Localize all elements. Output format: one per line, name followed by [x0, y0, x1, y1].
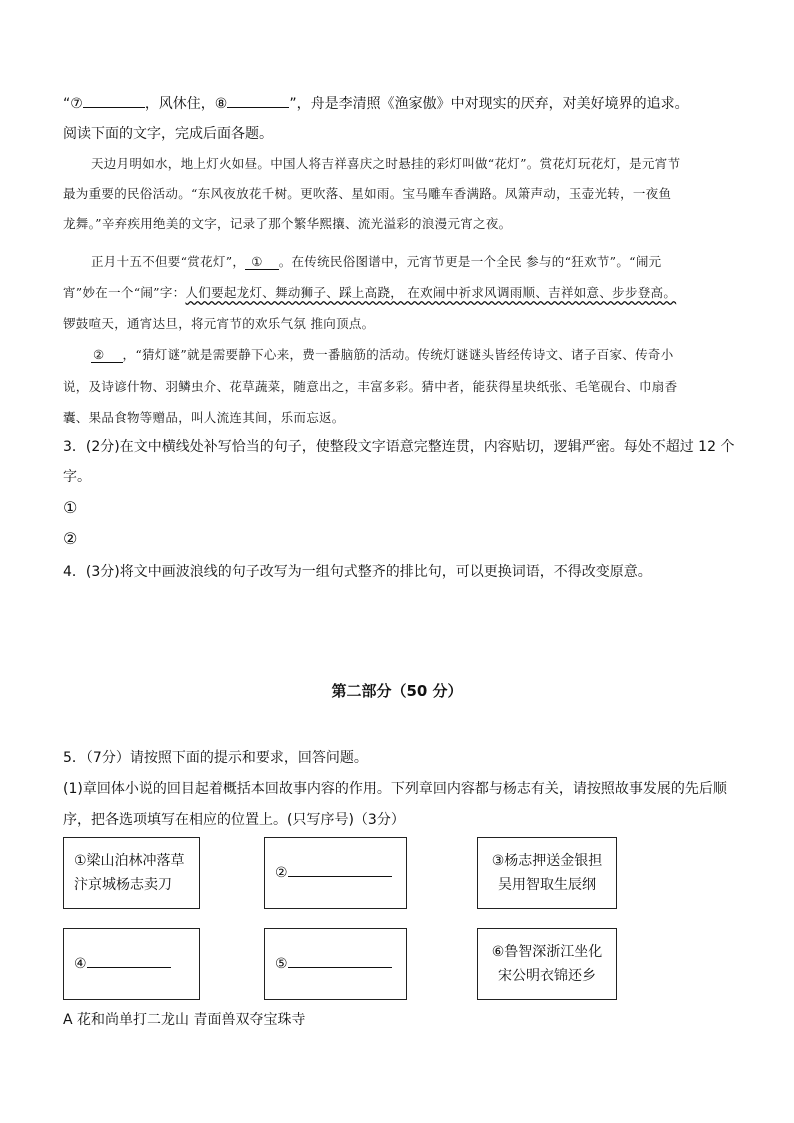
wavy-underlined-sentence: 人们要起龙灯、舞动狮子、踩上高跷， 在欢闹中祈求风调雨顺、吉祥如意、步步登高。 — [185, 285, 677, 300]
option-a: A 花和尚单打二龙山 青面兽双夺宝珠寺 — [63, 1012, 306, 1028]
chapter-box-2[interactable]: ② — [264, 837, 407, 909]
chapter-box-5[interactable]: ⑤ — [264, 928, 407, 1000]
passage-p1-line1: 天边月明如水，地上灯火如昼。中国人将吉祥喜庆之时悬挂的彩灯叫做“花灯”。赏花灯玩花灯，是元宵节 — [91, 156, 681, 171]
passage-p1-line2: 最为重要的民俗活动。“东风夜放花千树。更吹落、星如雨。宝马雕车香满路。凤箫声动，玉壶光转，一夜鱼 — [63, 186, 672, 201]
passage-p2-line3: 锣鼓喧天，通宵达旦，将元宵节的欢乐气氛 推向顶点。 — [63, 316, 375, 331]
blank-8[interactable] — [227, 93, 289, 108]
chapter-box-4[interactable]: ④ — [63, 928, 200, 1000]
blank-1[interactable]: ① — [245, 254, 279, 270]
part2-title: 第二部分（50 分） — [331, 682, 463, 700]
q3-answer-2[interactable]: ② — [63, 529, 78, 548]
q3-line1: 3．(2分)在文中横线处补写恰当的句子，使整段文字语意完整连贯，内容贴切，逻辑严密。每处不超过 12 个 — [63, 439, 735, 455]
q3-line2: 字。 — [63, 469, 91, 485]
box-2-fill-line[interactable] — [288, 861, 392, 877]
passage-p3-line2: 说，及诗谚什物、羽鳞虫介、花草蔬菜，随意出之，丰富多彩。猜中者，能获得星块纸张、毛笔砚台、巾扇香 — [63, 379, 678, 394]
blank-7[interactable] — [83, 93, 145, 108]
chapter-box-6: ⑥鲁智深浙江坐化 宋公明衣锦还乡 — [477, 928, 617, 1000]
passage-p1-line3: 龙舞。”辛弃疾用绝美的文字，记录了那个繁华熙攘、流光溢彩的浪漫元宵之夜。 — [63, 216, 512, 231]
reading-instruction: 阅读下面的文字，完成后面各题。 — [63, 126, 273, 142]
q5-line1: 5．（7分）请按照下面的提示和要求，回答问题。 — [63, 750, 368, 766]
q5-sub1-line2: 序，把各选项填写在相应的位置上。(只写序号)（3分） — [63, 812, 405, 828]
blank-2[interactable]: ② — [91, 347, 123, 363]
chapter-box-3: ③杨志押送金银担 吴用智取生辰纲 — [477, 837, 617, 909]
passage-p3-line3: 囊、果品食物等赠品，叫人流连其间，乐而忘返。 — [63, 410, 345, 425]
q3-answer-1[interactable]: ① — [63, 498, 78, 517]
intro-line: “⑦ ，风休住，⑧ ”，舟是李清照《渔家傲》中对现实的厌弃，对美好境界的追求。 — [63, 93, 689, 114]
q5-sub1-line1: (1)章回体小说的回目起着概括本回故事内容的作用。下列章回内容都与杨志有关，请按照故事发展的先后顺 — [63, 781, 727, 797]
box-4-fill-line[interactable] — [87, 952, 171, 968]
passage-p2-line1: 正月十五不但要“赏花灯”， ① 。在传统民俗图谱中，元宵节更是一个全民 参与的“狂欢节”。“闹元 — [91, 254, 662, 269]
box-5-fill-line[interactable] — [288, 952, 392, 968]
passage-p2-line2: 宵”妙在一个“闹”字：人们要起龙灯、舞动狮子、踩上高跷， 在欢闹中祈求风调雨顺、吉祥如意、步步登高。 — [63, 285, 677, 300]
passage-p3-line1: ② ，“猜灯谜”就是需要静下心来，费一番脑筋的活动。传统灯谜谜头皆经传诗文、诸子百家、传奇小 — [93, 347, 674, 362]
q4-line: 4．(3分)将文中画波浪线的句子改写为一组句式整齐的排比句，可以更换词语，不得改变原意。 — [63, 564, 652, 580]
chapter-box-1: ①梁山泊林冲落草 汴京城杨志卖刀 — [63, 837, 200, 909]
